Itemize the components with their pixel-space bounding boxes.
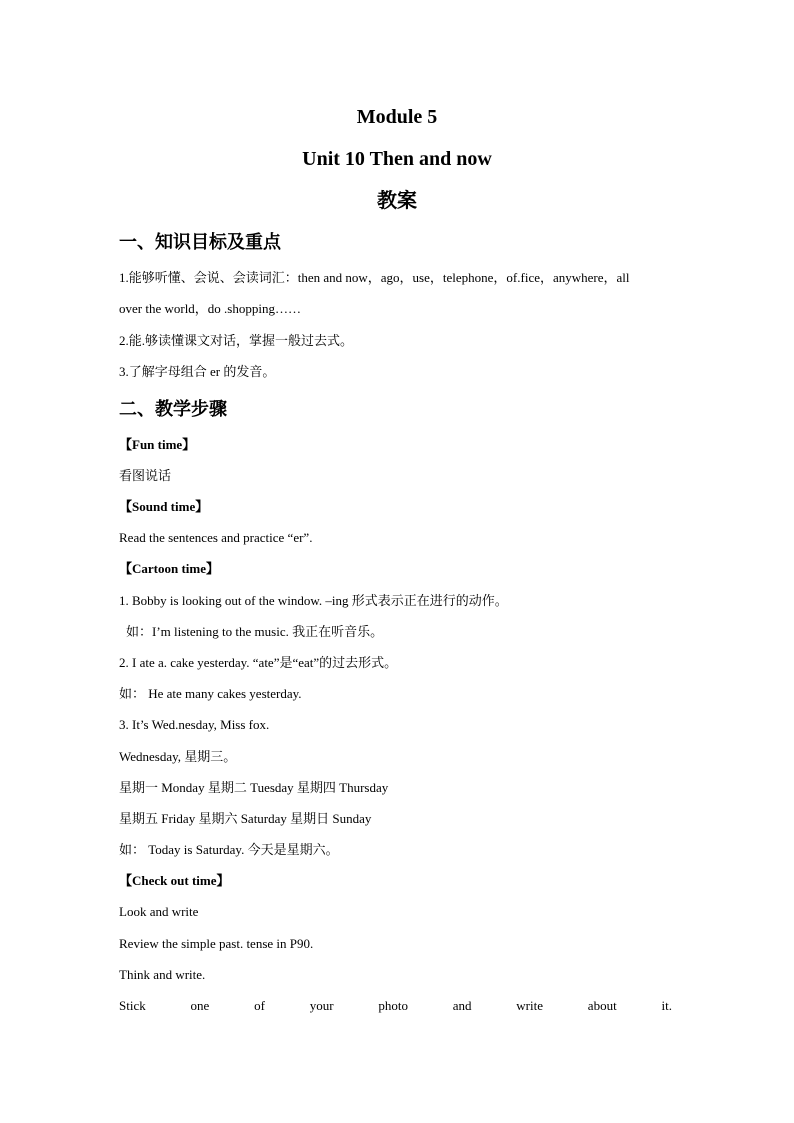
cartoon-point-1: 1. Bobby is looking out of the window. –ing 形式表示正在进行的动作。 — [119, 593, 508, 608]
cartoon-example-1: 如：I’m listening to the music. 我正在听音乐。 — [126, 624, 384, 639]
section2-heading: 二、教学步骤 — [119, 399, 227, 419]
cartoon-time-label: 【Cartoon time】 — [119, 561, 220, 576]
weekday-list-2: 星期五 Friday 星期六 Saturday 星期日 Sunday — [119, 811, 372, 826]
word: one — [190, 998, 210, 1013]
word: write — [516, 998, 544, 1013]
cartoon-point-2: 2. I ate a. cake yesterday. “ate”是“eat”的过去形式。 — [119, 655, 398, 670]
word: your — [309, 998, 334, 1013]
checkout-item-2: Review the simple past. tense in P90. — [119, 936, 314, 951]
word: about — [587, 998, 617, 1013]
unit-title: Unit 10 Then and now — [302, 148, 492, 170]
cartoon-example-2: 如： He ate many cakes yesterday. — [119, 686, 302, 701]
objective-3: 3.了解字母组合 er 的发音。 — [119, 364, 276, 379]
word: Stick — [119, 998, 146, 1013]
section1-heading: 一、知识目标及重点 — [119, 232, 281, 252]
lesson-plan-title: 教案 — [377, 190, 417, 212]
word: of — [254, 998, 265, 1013]
sound-time-text: Read the sentences and practice “er”. — [119, 530, 313, 545]
fun-time-text: 看图说话 — [119, 468, 172, 483]
checkout-item-1: Look and write — [119, 904, 199, 919]
checkout-time-label: 【Check out time】 — [119, 873, 230, 888]
weekday-list-1: 星期一 Monday 星期二 Tuesday 星期四 Thursday — [119, 780, 389, 795]
cartoon-example-3: 如： Today is Saturday. 今天是星期六。 — [119, 842, 339, 857]
sound-time-label: 【Sound time】 — [119, 499, 209, 514]
checkout-item-3: Think and write. — [119, 967, 206, 982]
word: and — [452, 998, 472, 1013]
objective-2: 2.能.够读懂课文对话，掌握一般过去式。 — [119, 333, 354, 348]
module-title: Module 5 — [356, 106, 438, 128]
fun-time-label: 【Fun time】 — [119, 437, 196, 452]
objective-1a: 1.能够听懂、会说、会读词汇：then and now，ago，use，telephone，of.fice，anywhere，all — [119, 270, 630, 285]
checkout-item-4 — [119, 997, 672, 1015]
cartoon-point-3: 3. It’s Wed.nesday, Miss fox. — [119, 717, 270, 732]
weekday-wednesday: Wednesday, 星期三。 — [119, 749, 237, 764]
objective-1b: over the world，do .shopping…… — [119, 301, 301, 316]
word: photo — [378, 998, 408, 1013]
word: it. — [661, 998, 672, 1013]
